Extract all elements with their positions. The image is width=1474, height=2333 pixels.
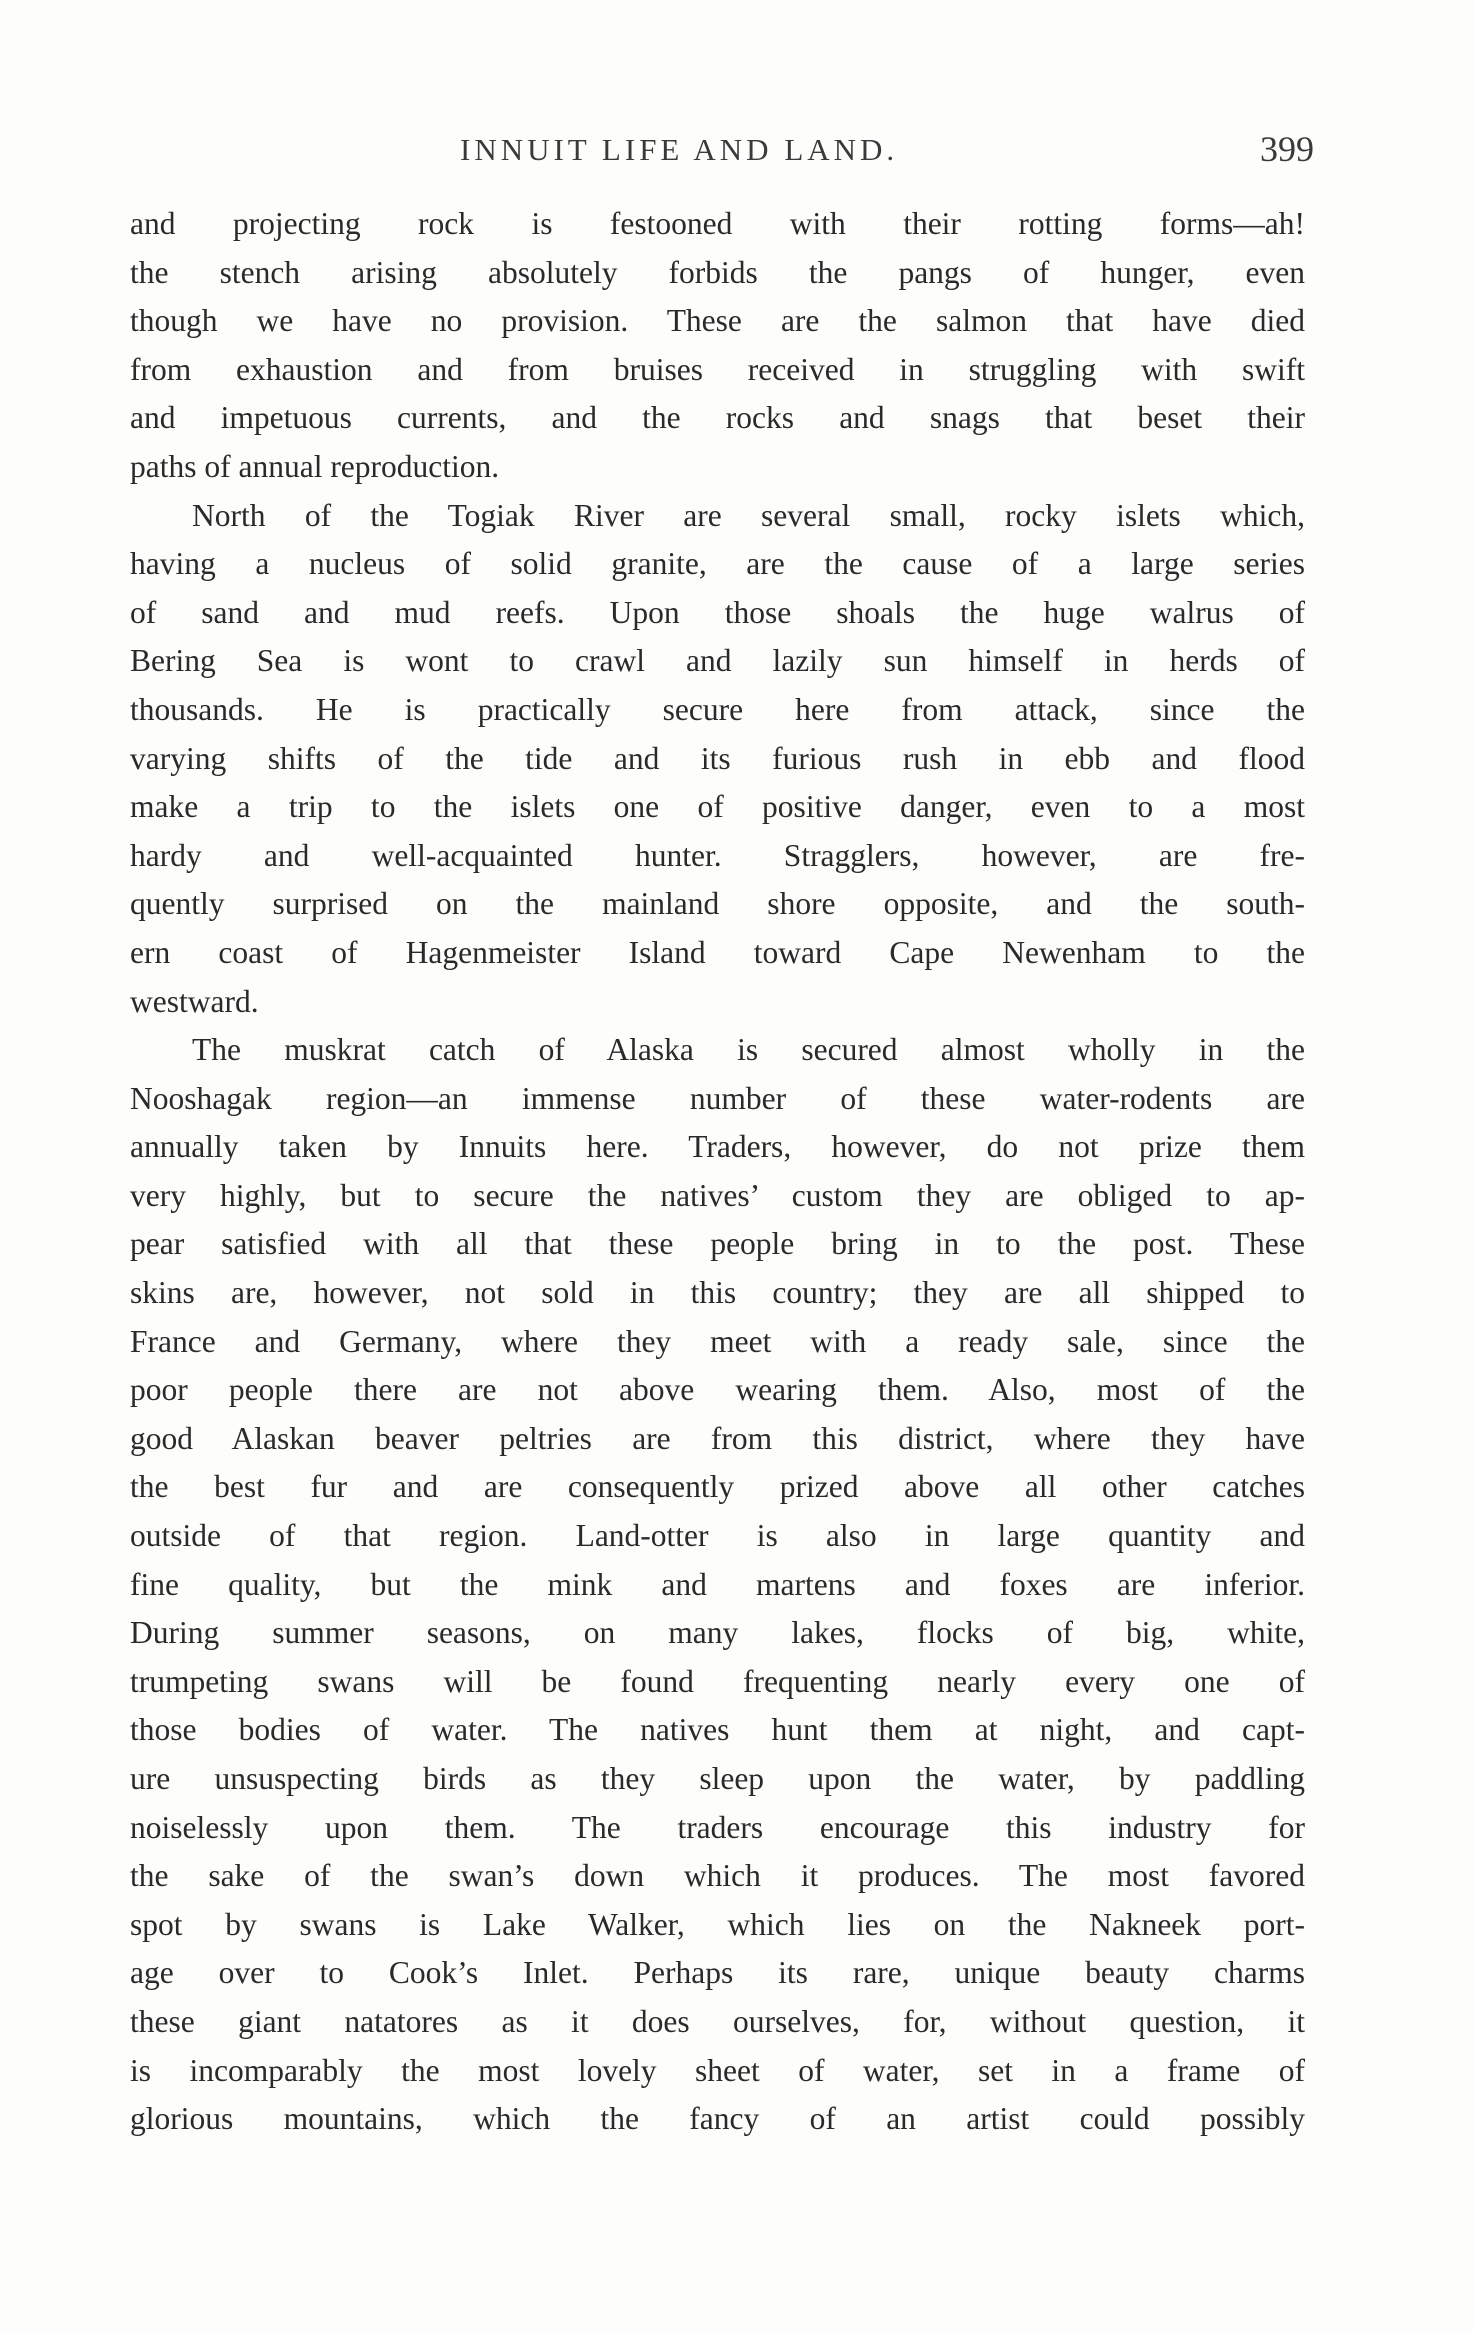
text-line: trumpeting swans will be found frequenting nearly every one of [130, 1663, 1305, 1699]
text-line: poor people there are not above wearing them. Also, most of the [130, 1372, 1305, 1408]
text-line: is incomparably the most lovely sheet of water, set in a frame of [130, 2052, 1305, 2088]
text-line: the best fur and are consequently prized above all other catches [130, 1469, 1305, 1505]
paragraph [130, 200, 1305, 492]
text-line: spot by swans is Lake Walker, which lies on the Nakneek port- [130, 1906, 1305, 1942]
paragraph [130, 492, 1305, 1027]
text-line: pear satisfied with all that these people bring in to the post. These [130, 1226, 1305, 1262]
text-line: Nooshagak region—an immense number of these water-rodents are [130, 1080, 1305, 1116]
text-line: and impetuous currents, and the rocks and snags that beset their [130, 400, 1305, 436]
text-line: from exhaustion and from bruises received in struggling with swift [130, 351, 1305, 387]
running-title: INNUIT LIFE AND LAND. [460, 132, 899, 167]
page-number: 399 [1260, 129, 1314, 169]
text-line: make a trip to the islets one of positive danger, even to a most [130, 789, 1305, 825]
text-line: During summer seasons, on many lakes, flocks of big, white, [130, 1615, 1305, 1651]
text-line: annually taken by Innuits here. Traders, however, do not prize them [130, 1129, 1305, 1165]
text-line: westward. [130, 983, 259, 1019]
text-line: the sake of the swan’s down which it produces. The most favored [130, 1858, 1305, 1894]
text-line: age over to Cook’s Inlet. Perhaps its rare, unique beauty charms [130, 1955, 1305, 1991]
text-line: the stench arising absolutely forbids the pangs of hunger, even [130, 254, 1305, 290]
body-text [130, 200, 1305, 2144]
text-line: those bodies of water. The natives hunt them at night, and capt- [130, 1712, 1305, 1748]
text-line: thousands. He is practically secure here from attack, since the [130, 691, 1305, 727]
text-line: good Alaskan beaver peltries are from this district, where they have [130, 1420, 1305, 1456]
text-line: having a nucleus of solid granite, are the cause of a large series [130, 546, 1305, 582]
text-line: these giant natatores as it does ourselves, for, without question, it [130, 2003, 1305, 2039]
text-line: and projecting rock is festooned with their rotting forms—ah! [130, 206, 1305, 241]
text-line: paths of annual reproduction. [130, 448, 500, 484]
text-line: though we have no provision. These are the salmon that have died [130, 303, 1305, 339]
text-line: glorious mountains, which the fancy of an artist could possibly [130, 2101, 1305, 2137]
text-line: The muskrat catch of Alaska is secured almost wholly in the [192, 1032, 1305, 1068]
text-line: quently surprised on the mainland shore opposite, and the south- [130, 886, 1305, 922]
text-line: very highly, but to secure the natives’ custom they are obliged to ap- [130, 1177, 1305, 1213]
text-line: of sand and mud reefs. Upon those shoals the huge walrus of [130, 594, 1305, 630]
text-line: Bering Sea is wont to crawl and lazily sun himself in herds of [130, 643, 1305, 679]
text-line: hardy and well-acquainted hunter. Stragglers, however, are fre- [130, 837, 1305, 873]
text-line: ern coast of Hagenmeister Island toward Cape Newenham to the [130, 934, 1305, 970]
text-line: ure unsuspecting birds as they sleep upon the water, by paddling [130, 1761, 1305, 1796]
text-line: outside of that region. Land-otter is also in large quantity and [130, 1518, 1305, 1554]
text-line: skins are, however, not sold in this country; they are all shipped to [130, 1275, 1305, 1311]
text-line: noiselessly upon them. The traders encourage this industry for [130, 1809, 1305, 1845]
text-line: fine quality, but the mink and martens and foxes are inferior. [130, 1566, 1305, 1602]
text-line: North of the Togiak River are several small, rocky islets which, [192, 497, 1305, 533]
running-head [130, 129, 1314, 182]
paragraph [130, 1026, 1305, 2144]
text-line: France and Germany, where they meet with a ready sale, since the [130, 1323, 1305, 1359]
text-line: varying shifts of the tide and its furious rush in ebb and flood [130, 740, 1305, 776]
